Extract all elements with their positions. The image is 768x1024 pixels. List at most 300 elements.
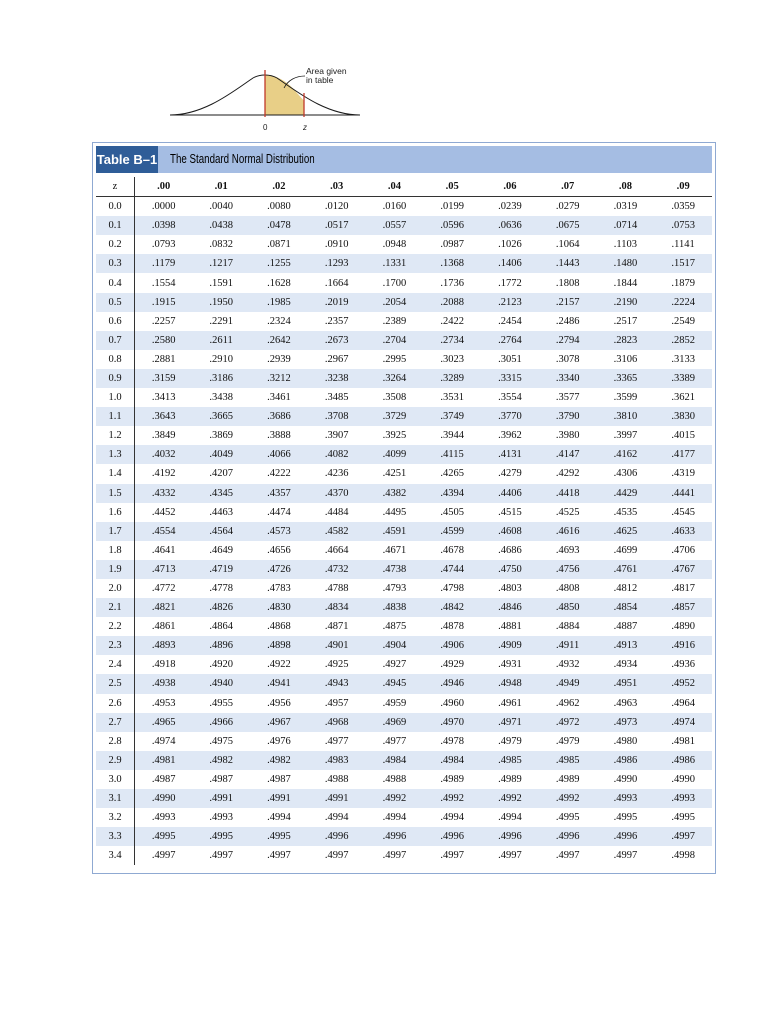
table-cell: .4545 — [671, 506, 695, 518]
table-cell: .4945 — [366, 674, 424, 693]
table-cell: .4896 — [192, 636, 250, 655]
table-row — [96, 541, 712, 560]
table-cell: .4719 — [192, 560, 250, 579]
table-cell: .0160 — [382, 201, 407, 213]
table-row — [96, 388, 712, 407]
table-cell: .4382 — [366, 484, 424, 503]
column-header: .06 — [481, 177, 539, 197]
table-cell: .4995 — [192, 827, 250, 846]
table-cell: .4821 — [135, 598, 193, 617]
row-header-z: 2.3 — [96, 636, 135, 655]
table-row — [96, 694, 712, 713]
table-cell: .2852 — [654, 331, 712, 350]
table-cell: .3508 — [382, 392, 407, 404]
table-cell: .2454 — [498, 315, 522, 327]
row-header-z: 1.0 — [96, 388, 135, 407]
table-cell: .4881 — [498, 621, 522, 633]
table-cell: .4678 — [440, 544, 464, 556]
table-cell: .0080 — [267, 201, 291, 213]
table-cell: .4868 — [267, 621, 291, 633]
table-cell: .4976 — [267, 735, 291, 747]
table-cell: .4656 — [267, 544, 291, 556]
table-cell: .4990 — [671, 773, 695, 785]
row-header-z: 1.8 — [96, 541, 135, 560]
table-cell: .4495 — [382, 506, 407, 518]
table-cell: .4573 — [250, 522, 308, 541]
table-cell: .3264 — [366, 369, 424, 388]
table-cell: .3599 — [613, 392, 638, 404]
table-cell: .3315 — [481, 369, 539, 388]
row-header-z: 3.3 — [96, 827, 135, 846]
table-cell: .4988 — [324, 773, 349, 785]
table-cell: .4981 — [135, 751, 193, 770]
table-cell: .1331 — [366, 254, 424, 273]
table-cell: .3023 — [440, 353, 464, 365]
table-cell: .4938 — [135, 674, 193, 693]
table-cell: .4998 — [671, 850, 695, 862]
table-cell: .1736 — [440, 277, 464, 289]
table-row — [96, 617, 712, 636]
table-cell: .4744 — [423, 560, 481, 579]
table-row — [96, 503, 712, 522]
table-cell: .4783 — [267, 583, 291, 595]
table-cell: .4633 — [654, 522, 712, 541]
table-cell: .4962 — [555, 697, 580, 709]
table-cell: .4394 — [423, 484, 481, 503]
table-cell: .4913 — [597, 636, 655, 655]
column-header-row — [96, 177, 712, 197]
table-number-label: Table B–1 — [96, 146, 158, 173]
table-cell: .4441 — [654, 484, 712, 503]
table-cell: .3790 — [539, 407, 597, 426]
table-cell: .2257 — [151, 315, 176, 327]
table-cell: .4961 — [498, 697, 522, 709]
table-cell: .4564 — [192, 522, 250, 541]
table-cell: .4978 — [440, 735, 464, 747]
table-cell: .4995 — [135, 827, 193, 846]
table-cell: .3340 — [539, 369, 597, 388]
table-cell: .3238 — [308, 369, 366, 388]
row-header-z: 1.5 — [96, 484, 135, 503]
table-cell: .4960 — [440, 697, 464, 709]
table-cell: .4946 — [423, 674, 481, 693]
table-cell: .4981 — [671, 735, 695, 747]
table-cell: .4953 — [151, 697, 176, 709]
table-cell: .4992 — [423, 789, 481, 808]
table-cell: .3643 — [135, 407, 193, 426]
table-cell: .4251 — [382, 468, 407, 480]
annotation-line-1: Area given — [306, 66, 347, 76]
table-cell: .2910 — [209, 353, 233, 365]
table-cell: .2642 — [250, 331, 308, 350]
table-cell: .4951 — [597, 674, 655, 693]
table-row — [96, 636, 712, 655]
row-header-z: 0.2 — [96, 235, 135, 254]
table-cell: .1217 — [192, 254, 250, 273]
column-header: .08 — [597, 177, 655, 197]
table-cell: .4959 — [382, 697, 407, 709]
table-cell: .4864 — [209, 621, 233, 633]
table-cell: .4686 — [498, 544, 522, 556]
table-cell: .4616 — [539, 522, 597, 541]
table-row — [96, 445, 712, 464]
table-cell: .2823 — [597, 331, 655, 350]
table-cell: .1026 — [498, 239, 522, 251]
table-cell: .3665 — [192, 407, 250, 426]
table-cell: .4995 — [555, 812, 580, 824]
table-cell: .4952 — [654, 674, 712, 693]
table-cell: .3365 — [597, 369, 655, 388]
table-cell: .4082 — [308, 445, 366, 464]
table-cell: .2549 — [671, 315, 695, 327]
table-cell: .3413 — [151, 392, 176, 404]
table-cell: .4699 — [613, 544, 638, 556]
row-header-z: 3.2 — [96, 808, 135, 827]
table-cell: .3849 — [151, 430, 176, 442]
table-cell: .0239 — [498, 201, 522, 213]
table-cell: .1915 — [135, 293, 193, 312]
row-header-z: 0.7 — [96, 331, 135, 350]
table-cell: .4969 — [366, 713, 424, 732]
column-header: .09 — [654, 177, 712, 197]
table-cell: .4989 — [498, 773, 522, 785]
axis-z-label: z — [303, 123, 307, 132]
column-header: .05 — [423, 177, 481, 197]
z-table — [96, 177, 712, 865]
table-cell: .4916 — [654, 636, 712, 655]
table-cell: .2517 — [613, 315, 638, 327]
table-cell: .4772 — [151, 583, 176, 595]
table-cell: .3869 — [209, 430, 233, 442]
table-cell: .4997 — [209, 850, 233, 862]
table-cell: .2704 — [366, 331, 424, 350]
table-cell: .4803 — [498, 583, 522, 595]
table-cell: .4812 — [613, 583, 638, 595]
table-cell: .2995 — [382, 353, 407, 365]
table-cell: .3577 — [555, 392, 580, 404]
table-cell: .4608 — [481, 522, 539, 541]
table-cell: .4857 — [654, 598, 712, 617]
table-cell: .4918 — [151, 659, 176, 671]
table-cell: .3106 — [613, 353, 638, 365]
table-cell: .3621 — [671, 392, 695, 404]
table-cell: .4968 — [308, 713, 366, 732]
table-cell: .4993 — [151, 812, 176, 824]
table-cell: .0438 — [192, 216, 250, 235]
table-cell: .4515 — [498, 506, 522, 518]
table-cell: .4992 — [481, 789, 539, 808]
table-cell: .0948 — [382, 239, 407, 251]
table-row — [96, 827, 712, 846]
table-cell: .2324 — [267, 315, 291, 327]
table-cell: .4713 — [135, 560, 193, 579]
table-cell: .4997 — [613, 850, 638, 862]
table-cell: .4984 — [366, 751, 424, 770]
table-cell: .4989 — [440, 773, 464, 785]
table-cell: .4993 — [654, 789, 712, 808]
table-cell: .3289 — [423, 369, 481, 388]
table-cell: .1879 — [671, 277, 695, 289]
row-header-z: 2.7 — [96, 713, 135, 732]
table-cell: .0279 — [555, 201, 580, 213]
table-cell: .4732 — [308, 560, 366, 579]
table-cell: .4032 — [135, 445, 193, 464]
table-cell: .4972 — [539, 713, 597, 732]
table-cell: .4066 — [250, 445, 308, 464]
table-row — [96, 235, 712, 254]
table-row — [96, 674, 712, 693]
table-cell: .4974 — [151, 735, 176, 747]
row-header-z: 2.8 — [96, 732, 135, 751]
table-row — [96, 312, 712, 331]
table-cell: .4992 — [539, 789, 597, 808]
table-cell: .4750 — [481, 560, 539, 579]
table-row — [96, 407, 712, 426]
table-row — [96, 789, 712, 808]
table-cell: .1293 — [308, 254, 366, 273]
table-cell: .2019 — [308, 293, 366, 312]
table-cell: .0793 — [151, 239, 176, 251]
table-cell: .0714 — [597, 216, 655, 235]
table-cell: .4332 — [135, 484, 193, 503]
table-cell: .0120 — [324, 201, 349, 213]
row-header-z: 1.9 — [96, 560, 135, 579]
row-header-z: 0.5 — [96, 293, 135, 312]
table-cell: .4778 — [209, 583, 233, 595]
table-cell: .4932 — [555, 659, 580, 671]
table-cell: .2291 — [209, 315, 233, 327]
table-cell: .4706 — [671, 544, 695, 556]
row-header-z: 0.4 — [96, 273, 135, 292]
table-cell: .4798 — [440, 583, 464, 595]
table-cell: .3389 — [654, 369, 712, 388]
table-cell: .2764 — [481, 331, 539, 350]
row-header-z: 1.2 — [96, 426, 135, 445]
table-cell: .4236 — [324, 468, 349, 480]
table-cell: .4207 — [209, 468, 233, 480]
column-header: .03 — [308, 177, 366, 197]
table-row — [96, 484, 712, 503]
table-cell: .4936 — [671, 659, 695, 671]
table-cell: .1554 — [151, 277, 176, 289]
row-header-z: 2.1 — [96, 598, 135, 617]
table-cell: .4970 — [423, 713, 481, 732]
table-cell: .4846 — [481, 598, 539, 617]
table-cell: .4925 — [324, 659, 349, 671]
table-cell: .0398 — [135, 216, 193, 235]
table-cell: .4988 — [382, 773, 407, 785]
table-cell: .4099 — [366, 445, 424, 464]
table-cell: .4986 — [654, 751, 712, 770]
table-cell: .1950 — [192, 293, 250, 312]
table-cell: .4671 — [382, 544, 407, 556]
table-cell: .4484 — [324, 506, 349, 518]
table-cell: .4887 — [613, 621, 638, 633]
table-cell: .4535 — [613, 506, 638, 518]
table-cell: .4977 — [382, 735, 407, 747]
table-cell: .2673 — [308, 331, 366, 350]
table-cell: .4985 — [481, 751, 539, 770]
table-cell: .3708 — [308, 407, 366, 426]
table-cell: .4222 — [267, 468, 291, 480]
table-cell: .4875 — [382, 621, 407, 633]
table-cell: .4726 — [250, 560, 308, 579]
table-cell: .4943 — [308, 674, 366, 693]
table-cell: .4987 — [267, 773, 291, 785]
table-cell: .3997 — [613, 430, 638, 442]
table-row — [96, 751, 712, 770]
table-cell: .1103 — [613, 239, 637, 251]
table-cell: .4345 — [192, 484, 250, 503]
normal-curve-figure — [160, 60, 400, 138]
table-cell: .4997 — [555, 850, 580, 862]
table-cell: .2580 — [135, 331, 193, 350]
table-cell: .4854 — [597, 598, 655, 617]
table-row — [96, 579, 712, 598]
table-cell: .1179 — [135, 254, 193, 273]
table-cell: .4406 — [481, 484, 539, 503]
table-cell: .4292 — [555, 468, 580, 480]
table-cell: .0359 — [671, 201, 695, 213]
table-cell: .2486 — [555, 315, 580, 327]
row-header-z: 1.6 — [96, 503, 135, 522]
table-cell: .3485 — [324, 392, 349, 404]
row-header-z: 0.0 — [96, 197, 135, 217]
table-cell: .4842 — [423, 598, 481, 617]
table-cell: .4793 — [382, 583, 407, 595]
row-header-z: 2.9 — [96, 751, 135, 770]
table-cell: .4319 — [671, 468, 695, 480]
table-cell: .4664 — [324, 544, 349, 556]
table-cell: .1368 — [423, 254, 481, 273]
table-cell: .3962 — [498, 430, 522, 442]
table-cell: .2967 — [324, 353, 349, 365]
table-cell: .4989 — [555, 773, 580, 785]
table-cell: .4878 — [440, 621, 464, 633]
table-cell: .4901 — [308, 636, 366, 655]
table-cell: .3888 — [267, 430, 291, 442]
table-cell: .2611 — [192, 331, 250, 350]
table-cell: .1064 — [555, 239, 580, 251]
column-header: .04 — [366, 177, 424, 197]
table-cell: .4830 — [250, 598, 308, 617]
table-cell: .4949 — [539, 674, 597, 693]
table-cell: .1141 — [671, 239, 695, 251]
table-cell: .3907 — [324, 430, 349, 442]
table-cell: .4997 — [440, 850, 464, 862]
table-cell: .3461 — [267, 392, 291, 404]
table-cell: .4582 — [308, 522, 366, 541]
table-cell: .4591 — [366, 522, 424, 541]
table-cell: .0478 — [250, 216, 308, 235]
table-row — [96, 426, 712, 445]
table-cell: .4738 — [366, 560, 424, 579]
table-cell: .4971 — [481, 713, 539, 732]
table-body — [96, 197, 712, 866]
table-cell: .2088 — [423, 293, 481, 312]
table-cell: .1443 — [539, 254, 597, 273]
table-cell: .4991 — [250, 789, 308, 808]
table-cell: .2123 — [481, 293, 539, 312]
table-cell: .4975 — [209, 735, 233, 747]
table-cell: .0040 — [209, 201, 233, 213]
table-cell: .4984 — [423, 751, 481, 770]
table-cell: .0199 — [440, 201, 464, 213]
table-cell: .4994 — [440, 812, 464, 824]
table-cell: .4826 — [192, 598, 250, 617]
table-cell: .4991 — [192, 789, 250, 808]
table-cell: .4817 — [671, 583, 695, 595]
table-cell: .4192 — [151, 468, 176, 480]
table-cell: .1517 — [654, 254, 712, 273]
table-cell: .3554 — [498, 392, 522, 404]
table-cell: .3438 — [209, 392, 233, 404]
table-cell: .3051 — [498, 353, 522, 365]
table-cell: .3810 — [597, 407, 655, 426]
table-cell: .1664 — [324, 277, 349, 289]
table-cell: .0596 — [423, 216, 481, 235]
table-cell: .0910 — [324, 239, 349, 251]
table-row — [96, 560, 712, 579]
table-cell: .4920 — [209, 659, 233, 671]
table-cell: .4927 — [382, 659, 407, 671]
table-cell: .4931 — [498, 659, 522, 671]
table-cell: .4997 — [654, 827, 712, 846]
row-header-z: 2.5 — [96, 674, 135, 693]
row-header-z: 2.4 — [96, 655, 135, 674]
table-cell: .4474 — [267, 506, 291, 518]
table-cell: .4997 — [498, 850, 522, 862]
table-cell: .4963 — [613, 697, 638, 709]
table-cell: .4993 — [597, 789, 655, 808]
table-cell: .4452 — [151, 506, 176, 518]
row-header-z: 0.3 — [96, 254, 135, 273]
table-cell: .4049 — [192, 445, 250, 464]
row-header-z: 2.2 — [96, 617, 135, 636]
table-cell: .4987 — [209, 773, 233, 785]
table-cell: .4909 — [481, 636, 539, 655]
table-cell: .1480 — [597, 254, 655, 273]
table-cell: .4990 — [613, 773, 638, 785]
corner-header-z: z — [96, 177, 135, 197]
table-cell: .1406 — [481, 254, 539, 273]
table-cell: .4788 — [324, 583, 349, 595]
table-cell: .3925 — [382, 430, 407, 442]
table-cell: .3133 — [671, 353, 695, 365]
row-header-z: 0.6 — [96, 312, 135, 331]
table-cell: .4956 — [267, 697, 291, 709]
table-cell: .4996 — [481, 827, 539, 846]
table-cell: .3078 — [555, 353, 580, 365]
table-row — [96, 713, 712, 732]
table-cell: .4911 — [539, 636, 597, 655]
table-cell: .3770 — [481, 407, 539, 426]
row-header-z: 2.0 — [96, 579, 135, 598]
table-cell: .0517 — [308, 216, 366, 235]
row-header-z: 1.4 — [96, 464, 135, 483]
table-cell: .0871 — [267, 239, 291, 251]
table-cell: .4995 — [250, 827, 308, 846]
table-row — [96, 197, 712, 217]
table-cell: .4957 — [324, 697, 349, 709]
table-cell: .3980 — [555, 430, 580, 442]
row-header-z: 0.8 — [96, 350, 135, 369]
table-cell: .3531 — [440, 392, 464, 404]
table-cell: .4974 — [654, 713, 712, 732]
table-cell: .4861 — [151, 621, 176, 633]
table-cell: .0000 — [151, 201, 176, 213]
table-cell: .4966 — [192, 713, 250, 732]
